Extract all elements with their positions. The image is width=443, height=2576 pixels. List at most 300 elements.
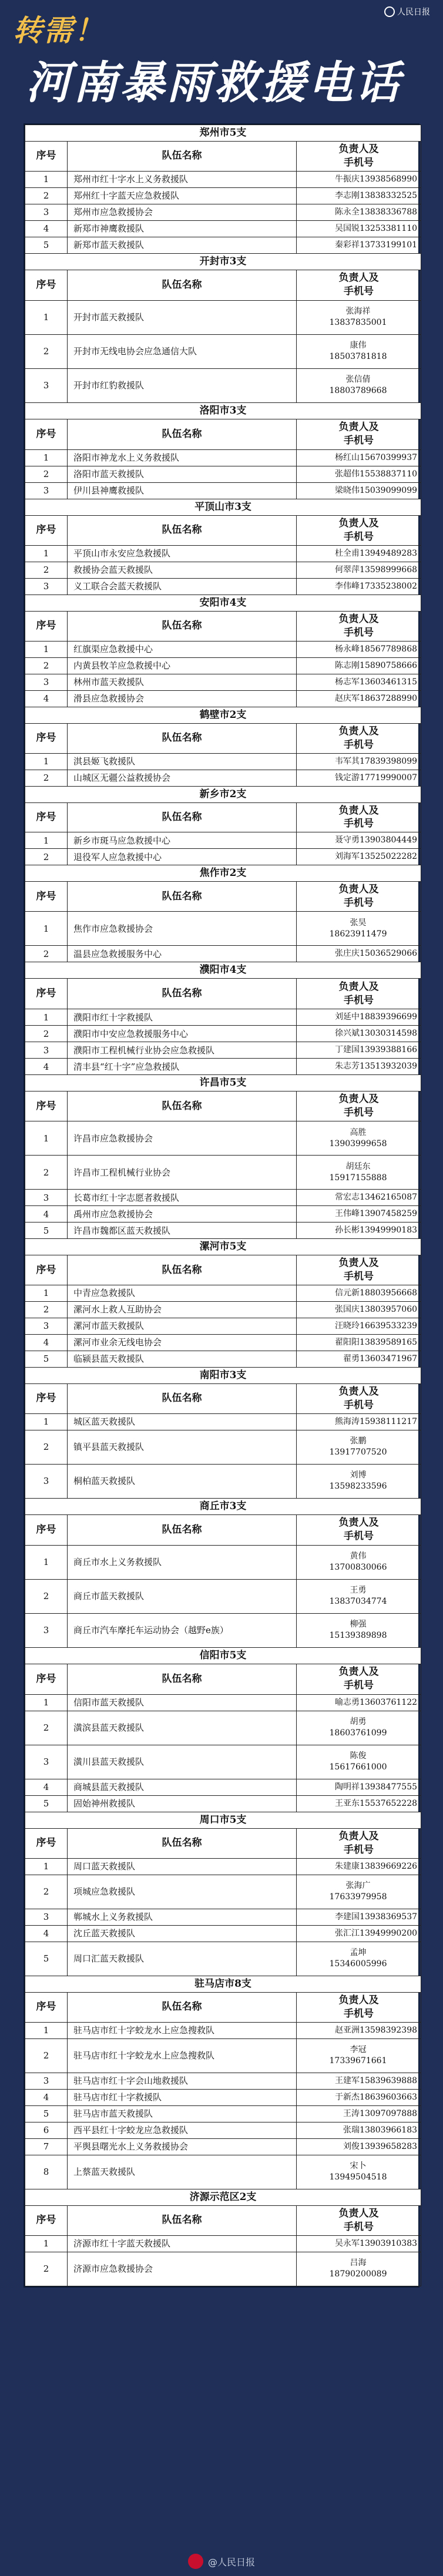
contact-cell	[297, 912, 421, 946]
team-name: 桐柏蓝天救援队	[68, 1464, 297, 1498]
column-header-name: 队伍名称	[68, 1091, 297, 1121]
city-row	[25, 1976, 421, 1992]
row-number: 3	[25, 1613, 68, 1647]
team-name: 许昌市工程机械行业协会	[68, 1156, 297, 1190]
column-header-name: 队伍名称	[68, 1255, 297, 1285]
column-header-person	[297, 979, 421, 1009]
city-row	[25, 865, 421, 882]
column-header-name: 队伍名称	[68, 802, 297, 832]
contact-phone: 陈永全13838336788	[335, 207, 418, 217]
contact-cell	[297, 1222, 421, 1239]
contact-cell	[297, 2122, 421, 2138]
contact-person: 王勇	[350, 1586, 367, 1596]
team-name: 信阳市蓝天救援队	[68, 1694, 297, 1711]
contact-cell	[297, 1858, 421, 1875]
row-number: 5	[25, 1222, 68, 1239]
table-row	[25, 482, 421, 499]
row-number: 2	[25, 187, 68, 204]
contact-cell	[297, 657, 421, 674]
column-header-person-line2: 手机号	[344, 156, 374, 169]
column-header-name: 队伍名称	[68, 419, 297, 449]
team-name: 义工联合会蓝天救援队	[68, 578, 297, 595]
contact-phone: 李建国13938369537	[335, 1912, 418, 1922]
contact-phone: 张超伟15538837110	[335, 469, 418, 479]
team-name: 商丘市汽车摩托车运动协会（越野e族）	[68, 1613, 297, 1647]
table-row	[25, 1745, 421, 1779]
column-header-person-line1: 负责人及	[338, 613, 379, 625]
row-number: 3	[25, 1745, 68, 1779]
row-number: 2	[25, 1579, 68, 1613]
column-header-name: 队伍名称	[68, 1828, 297, 1858]
column-header-person	[297, 2205, 421, 2235]
column-header-row	[25, 419, 421, 449]
column-header-no: 序号	[25, 2205, 68, 2235]
column-header-row	[25, 802, 421, 832]
table-row	[25, 1190, 421, 1206]
contact-cell	[297, 1464, 421, 1498]
contact-cell	[297, 562, 421, 578]
table-row	[25, 770, 421, 786]
column-header-row	[25, 515, 421, 545]
contact-phone: 刘海军13525022282	[335, 852, 418, 862]
column-header-person	[297, 1828, 421, 1858]
contact-phone: 韦军其17839398099	[335, 756, 418, 766]
row-number: 1	[25, 1694, 68, 1711]
contact-person: 高胜	[350, 1127, 367, 1137]
row-number: 3	[25, 204, 68, 220]
column-header-person	[297, 419, 421, 449]
contact-phone: 15346005996	[329, 1959, 387, 1969]
row-number: 2	[25, 466, 68, 482]
column-header-person-line1: 负责人及	[338, 421, 379, 434]
table-row	[25, 334, 421, 368]
team-name: 上蔡蓝天救援队	[68, 2155, 297, 2189]
row-number: 3	[25, 578, 68, 595]
table-row	[25, 1579, 421, 1613]
city-row	[25, 786, 421, 802]
city-heading: 濮阳市4支	[25, 962, 421, 979]
contact-phone: 何翠萍13598999668	[335, 565, 418, 575]
contact-cell	[297, 1745, 421, 1779]
contact-cell	[297, 1613, 421, 1647]
team-name: 新郑市神鹰救援队	[68, 220, 297, 237]
table-row	[25, 2038, 421, 2073]
contact-person: 吕海	[350, 2258, 367, 2268]
column-header-name: 队伍名称	[68, 1514, 297, 1545]
table-row	[25, 849, 421, 865]
row-number: 2	[25, 334, 68, 368]
contact-phone: 18790200089	[329, 2269, 387, 2279]
column-header-no: 序号	[25, 611, 68, 641]
contact-phone: 王亚东15537652228	[335, 1798, 418, 1808]
row-number: 5	[25, 237, 68, 253]
city-heading: 开封市3支	[25, 253, 421, 270]
row-number: 4	[25, 220, 68, 237]
contact-cell	[297, 1711, 421, 1745]
city-row	[25, 402, 421, 419]
table-row	[25, 204, 421, 220]
table-row	[25, 237, 421, 253]
column-header-person-line2: 手机号	[344, 1107, 374, 1119]
contact-cell	[297, 1694, 421, 1711]
city-heading: 郑州市5支	[25, 125, 421, 142]
contact-phone: 朱志芳13513932039	[335, 1062, 418, 1072]
table-row	[25, 1121, 421, 1156]
contact-cell	[297, 1795, 421, 1812]
column-header-no: 序号	[25, 1091, 68, 1121]
column-header-person-line2: 手机号	[344, 818, 374, 830]
table-row	[25, 1059, 421, 1075]
city-heading: 新乡市2支	[25, 786, 421, 802]
contact-cell	[297, 1285, 421, 1302]
team-name: 临颍县蓝天救援队	[68, 1351, 297, 1368]
row-number: 6	[25, 2122, 68, 2138]
column-header-no: 序号	[25, 802, 68, 832]
contact-phone: 15917155888	[329, 1173, 387, 1183]
team-name: 商丘市水上义务救援队	[68, 1545, 297, 1579]
team-name: 焦作市应急救援协会	[68, 912, 297, 946]
team-name: 山城区无疆公益救援协会	[68, 770, 297, 786]
column-header-person	[297, 1664, 421, 1694]
contact-phone: 18623911479	[329, 929, 387, 939]
contact-cell	[297, 171, 421, 187]
table-row	[25, 641, 421, 657]
column-header-no: 序号	[25, 1384, 68, 1414]
contact-cell	[297, 204, 421, 220]
contact-cell	[297, 2252, 421, 2286]
city-heading: 商丘市3支	[25, 1498, 421, 1514]
row-number: 4	[25, 1925, 68, 1942]
contact-cell	[297, 449, 421, 466]
team-name: 许昌市魏都区蓝天救援队	[68, 1222, 297, 1239]
column-header-name: 队伍名称	[68, 142, 297, 172]
footer-source: @人民日报	[207, 2556, 255, 2568]
contact-phone: 王建军15839639888	[335, 2075, 418, 2085]
column-header-no: 序号	[25, 419, 68, 449]
contact-person: 刘博	[350, 1470, 367, 1480]
contact-phone: 张国庆13803957060	[335, 1305, 418, 1315]
team-name: 漯河水上救人互助协会	[68, 1302, 297, 1318]
contact-phone: 孙长彬13949990183	[335, 1225, 418, 1235]
contact-phone: 杨永峰18567789868	[335, 644, 418, 654]
contact-phone: 杨志军13603461315	[335, 677, 418, 687]
contact-phone: 朱建康13839669226	[335, 1861, 418, 1871]
publisher-logo-text: 人民日报	[397, 8, 430, 17]
row-number: 4	[25, 2089, 68, 2105]
table-row	[25, 2235, 421, 2252]
team-name: 红旗渠应急救援中心	[68, 641, 297, 657]
team-name: 周口蓝天救援队	[68, 1858, 297, 1875]
row-number: 7	[25, 2138, 68, 2155]
column-header-person-line1: 负责人及	[338, 804, 379, 817]
row-number: 3	[25, 368, 68, 402]
city-row	[25, 1647, 421, 1664]
city-heading: 周口市5支	[25, 1812, 421, 1828]
contact-person: 张昊	[350, 918, 367, 928]
column-header-person	[297, 802, 421, 832]
team-name: 平顶山市永安应急救援队	[68, 545, 297, 562]
column-header-person-line2: 手机号	[344, 2221, 374, 2233]
contact-person: 康伟	[350, 341, 367, 351]
row-number: 1	[25, 1285, 68, 1302]
team-name: 救援协会蓝天救援队	[68, 562, 297, 578]
table-row	[25, 2073, 421, 2089]
column-header-person-line2: 手机号	[344, 897, 374, 909]
rescue-table	[25, 125, 421, 2286]
column-header-person-line1: 负责人及	[338, 1666, 379, 1678]
table-row	[25, 1694, 421, 1711]
table-row	[25, 1858, 421, 1875]
row-number: 5	[25, 2105, 68, 2122]
contact-cell	[297, 2089, 421, 2105]
contact-cell	[297, 1009, 421, 1026]
table-row	[25, 832, 421, 849]
contact-phone: 翟勇13603471967	[343, 1354, 418, 1364]
table-row	[25, 690, 421, 707]
table-row	[25, 1413, 421, 1430]
column-header-row	[25, 723, 421, 753]
row-number: 3	[25, 1318, 68, 1335]
column-header-person-line1: 负责人及	[338, 1830, 379, 1842]
column-header-name: 队伍名称	[68, 1664, 297, 1694]
row-number: 2	[25, 770, 68, 786]
contact-phone: 13917707520	[329, 1447, 387, 1457]
team-name: 清丰县“红十字”应急救援队	[68, 1059, 297, 1075]
column-header-no: 序号	[25, 1992, 68, 2022]
row-number: 1	[25, 832, 68, 849]
team-name: 新乡市斑马应急救援中心	[68, 832, 297, 849]
team-name: 驻马店市蓝天救援队	[68, 2105, 297, 2122]
contact-cell	[297, 1925, 421, 1942]
column-header-person	[297, 723, 421, 753]
table-row	[25, 1042, 421, 1059]
column-header-no: 序号	[25, 142, 68, 172]
column-header-person-line2: 手机号	[344, 286, 374, 298]
contact-cell	[297, 482, 421, 499]
contact-cell	[297, 1059, 421, 1075]
table-row	[25, 578, 421, 595]
team-name: 城区蓝天救援队	[68, 1413, 297, 1430]
column-header-person	[297, 1992, 421, 2022]
contact-phone: 13598233596	[329, 1482, 387, 1492]
team-name: 中青应急救援队	[68, 1285, 297, 1302]
people-daily-icon	[384, 6, 395, 17]
contact-cell	[297, 1318, 421, 1335]
row-number: 4	[25, 1206, 68, 1222]
team-name: 开封市蓝天救援队	[68, 300, 297, 334]
table-row	[25, 1613, 421, 1647]
column-header-person	[297, 142, 421, 172]
column-header-person	[297, 1255, 421, 1285]
team-name: 潢川县蓝天救援队	[68, 1745, 297, 1779]
row-number: 1	[25, 449, 68, 466]
column-header-name: 队伍名称	[68, 2205, 297, 2235]
table-row	[25, 1795, 421, 1812]
contact-cell	[297, 2138, 421, 2155]
column-header-person	[297, 1514, 421, 1545]
contact-phone: 张汇江13949990200	[335, 1928, 418, 1938]
team-name: 开封市红豹救援队	[68, 368, 297, 402]
team-name: 郸城水上义务救援队	[68, 1909, 297, 1925]
contact-cell	[297, 753, 421, 770]
city-heading: 鹤壁市2支	[25, 707, 421, 723]
city-heading: 南阳市3支	[25, 1368, 421, 1384]
row-number: 2	[25, 657, 68, 674]
team-name: 西平县红十字蛟龙应急救援队	[68, 2122, 297, 2138]
column-header-person-line2: 手机号	[344, 994, 374, 1006]
row-number: 5	[25, 1795, 68, 1812]
table-row	[25, 300, 421, 334]
column-header-person-line1: 负责人及	[338, 1994, 379, 2006]
team-name: 禹州市应急救援协会	[68, 1206, 297, 1222]
contact-cell	[297, 1413, 421, 1430]
table-row	[25, 946, 421, 962]
contact-phone: 吴永军13903910383	[335, 2238, 418, 2248]
row-number: 4	[25, 690, 68, 707]
table-row	[25, 1302, 421, 1318]
contact-phone: 常宏志13462165087	[335, 1193, 418, 1203]
contact-cell	[297, 1942, 421, 1976]
row-number: 2	[25, 1026, 68, 1042]
team-name: 濮阳市红十字救援队	[68, 1009, 297, 1026]
team-name: 漯河市业余无线电协会	[68, 1335, 297, 1351]
contact-cell	[297, 690, 421, 707]
column-header-person-line2: 手机号	[344, 530, 374, 543]
contact-cell	[297, 1121, 421, 1156]
column-header-person-line1: 负责人及	[338, 884, 379, 896]
table-row	[25, 368, 421, 402]
table-row	[25, 1206, 421, 1222]
column-header-row	[25, 1091, 421, 1121]
contact-phone: 梁晓伟15039099099	[335, 485, 418, 495]
contact-phone: 17633979958	[329, 1892, 387, 1902]
row-number: 2	[25, 1711, 68, 1745]
column-header-person	[297, 515, 421, 545]
contact-phone: 汪晓玲16639533239	[335, 1321, 418, 1331]
team-name: 内黄县牧羊应急救援中心	[68, 657, 297, 674]
table-row	[25, 1925, 421, 1942]
table-row	[25, 2122, 421, 2138]
column-header-person-line2: 手机号	[344, 1399, 374, 1411]
contact-person: 宋卜	[350, 2161, 367, 2171]
city-heading: 平顶山市3支	[25, 499, 421, 515]
table-row	[25, 1711, 421, 1745]
row-number: 1	[25, 1545, 68, 1579]
team-name: 潢滨县蓝天救援队	[68, 1711, 297, 1745]
team-name: 驻马店市红十字蛟龙水上应急搜救队	[68, 2038, 297, 2073]
contact-phone: 赵亚洲13598392398	[335, 2025, 418, 2035]
repost-tag: 转需！	[13, 14, 105, 48]
row-number: 1	[25, 2235, 68, 2252]
city-heading: 焦作市2支	[25, 865, 421, 882]
table-row	[25, 187, 421, 204]
row-number: 1	[25, 641, 68, 657]
row-number: 1	[25, 1413, 68, 1430]
row-number: 2	[25, 946, 68, 962]
contact-cell	[297, 1335, 421, 1351]
contact-cell	[297, 1156, 421, 1190]
column-header-person-line2: 手机号	[344, 738, 374, 751]
row-number: 5	[25, 1942, 68, 1976]
contact-phone: 于新杰18639603663	[335, 2092, 418, 2102]
column-header-row	[25, 270, 421, 300]
table-row	[25, 1026, 421, 1042]
table-row	[25, 2105, 421, 2122]
contact-phone: 牛振庆13938568990	[335, 174, 418, 184]
contact-cell	[297, 1206, 421, 1222]
row-number: 2	[25, 2252, 68, 2286]
team-name: 温县应急救援服务中心	[68, 946, 297, 962]
table-row	[25, 1430, 421, 1464]
team-name: 沈丘蓝天救援队	[68, 1925, 297, 1942]
column-header-row	[25, 1514, 421, 1545]
contact-cell	[297, 1779, 421, 1795]
table-row	[25, 1942, 421, 1976]
city-row	[25, 2189, 421, 2205]
team-name: 许昌市应急救援协会	[68, 1121, 297, 1156]
row-number: 5	[25, 1351, 68, 1368]
city-heading: 洛阳市3支	[25, 402, 421, 419]
column-header-no: 序号	[25, 515, 68, 545]
team-name: 固始神州救援队	[68, 1795, 297, 1812]
contact-cell	[297, 2235, 421, 2252]
column-header-no: 序号	[25, 723, 68, 753]
contact-cell	[297, 545, 421, 562]
city-row	[25, 1368, 421, 1384]
team-name: 商丘市蓝天救援队	[68, 1579, 297, 1613]
contact-cell	[297, 1026, 421, 1042]
page-title: 河南暴雨救援电话	[26, 56, 402, 109]
contact-person: 黄伟	[350, 1551, 367, 1561]
city-row	[25, 595, 421, 611]
column-header-person-line2: 手机号	[344, 1530, 374, 1543]
team-name: 济源市红十字蓝天救援队	[68, 2235, 297, 2252]
contact-cell	[297, 2022, 421, 2038]
team-name: 洛阳市神龙水上义务救援队	[68, 449, 297, 466]
row-number: 3	[25, 2073, 68, 2089]
contact-phone: 13903999658	[329, 1138, 387, 1148]
contact-person: 柳强	[350, 1620, 367, 1630]
table-row	[25, 1909, 421, 1925]
contact-cell	[297, 1430, 421, 1464]
row-number: 1	[25, 171, 68, 187]
contact-cell	[297, 946, 421, 962]
contact-phone: 18803789668	[329, 386, 387, 396]
row-number: 3	[25, 674, 68, 690]
contact-person: 胡勇	[350, 1717, 367, 1727]
contact-cell	[297, 2038, 421, 2073]
city-heading: 信阳市5支	[25, 1647, 421, 1664]
table-row	[25, 2138, 421, 2155]
contact-phone: 13700830066	[329, 1563, 387, 1573]
row-number: 3	[25, 1190, 68, 1206]
publisher-logo	[384, 6, 430, 18]
contact-cell	[297, 466, 421, 482]
row-number: 3	[25, 482, 68, 499]
contact-phone: 陶明祥13938477555	[335, 1782, 418, 1792]
contact-phone: 杨红山15670399937	[335, 452, 418, 462]
row-number: 2	[25, 849, 68, 865]
team-name: 周口汇蓝天救援队	[68, 1942, 297, 1976]
column-header-row	[25, 882, 421, 912]
column-header-no: 序号	[25, 1255, 68, 1285]
city-row	[25, 1498, 421, 1514]
table-row	[25, 1222, 421, 1239]
contact-person: 张信倩	[345, 375, 371, 385]
contact-phone: 18503781818	[329, 352, 387, 362]
city-row	[25, 1239, 421, 1255]
column-header-person-line1: 负责人及	[338, 1517, 379, 1529]
